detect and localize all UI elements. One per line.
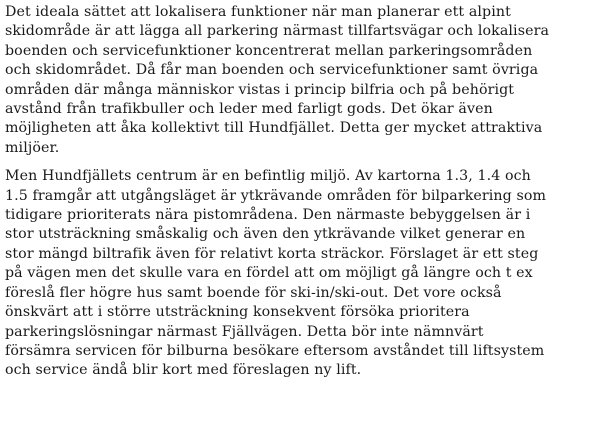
- document-page: [5, 3, 593, 381]
- text-line: skidområde är att lägga all parkering närmast tillfartsvägar och lokalisera: [5, 23, 550, 40]
- text-line: miljöer.: [5, 139, 60, 156]
- text-line: boenden och servicefunktioner koncentrerat mellan parkeringsområden: [5, 42, 533, 59]
- text-line: tidigare prioriterats nära pistområdena. Den närmaste bebyggelsen är i: [5, 207, 531, 224]
- paragraph-1: [5, 3, 593, 158]
- text-line: och service ändå blir kort med föreslagen ny lift.: [5, 362, 362, 379]
- text-line: parkeringslösningar närmast Fjällvägen. Detta bör inte nämnvärt: [5, 323, 484, 340]
- text-line: områden där många människor vistas i princip bilfria och på behörigt: [5, 81, 515, 98]
- text-line: möjligheten att åka kollektivt till Hundfjället. Detta ger mycket attraktiva: [5, 120, 543, 137]
- paragraph-2: [5, 167, 593, 380]
- text-line: önskvärt att i större utsträckning konsekvent försöka prioritera: [5, 304, 470, 321]
- text-line: på vägen men det skulle vara en fördel att om möjligt gå längre och t ex: [5, 265, 533, 282]
- text-line: Men Hundfjällets centrum är en befintlig miljö. Av kartorna 1.3, 1.4 och: [5, 168, 531, 185]
- text-line: och skidområdet. Då får man boenden och servicefunktioner samt övriga: [5, 62, 539, 79]
- text-line: stor utsträckning småskalig och även den ytkrävande vilket generar en: [5, 226, 526, 243]
- text-line: föreslå fler högre hus samt boende för ski-in/ski-out. Det vore också: [5, 284, 502, 301]
- text-line: försämra servicen för bilburna besökare eftersom avståndet till liftsystem: [5, 342, 545, 359]
- text-line: stor mängd biltrafik även för relativt korta sträckor. Förslaget är ett steg: [5, 245, 539, 262]
- text-line: 1.5 framgår att utgångsläget är ytkrävande områden för bilparkering som: [5, 187, 547, 204]
- text-line: Det ideala sättet att lokalisera funktioner när man planerar ett alpint: [5, 4, 511, 20]
- text-line: avstånd från trafikbuller och leder med farligt gods. Det ökar även: [5, 101, 493, 118]
